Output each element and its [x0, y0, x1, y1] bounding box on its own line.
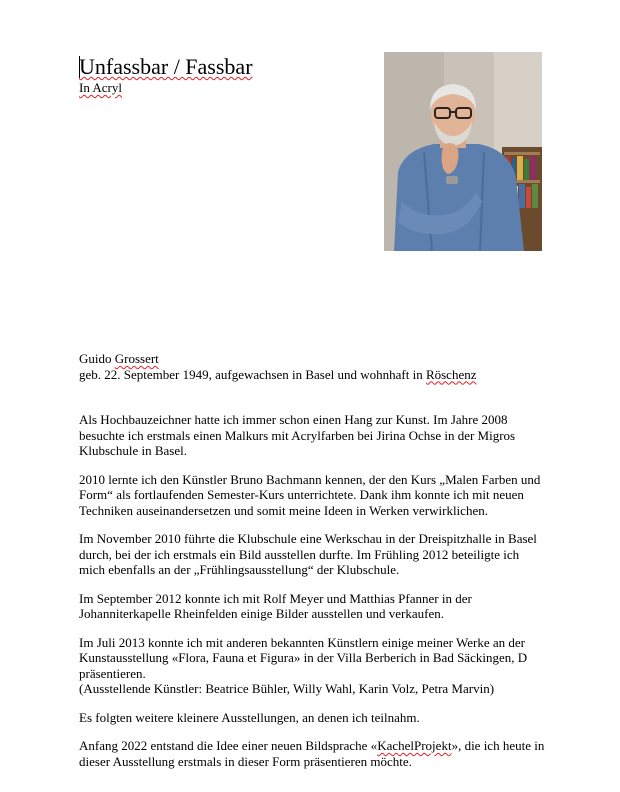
- document-title[interactable]: [79, 53, 253, 81]
- paragraph-line: Im September 2012 konnte ich mit Rolf Meyer und Matthias Pfanner in der: [79, 590, 472, 606]
- paragraph-line: präsentieren.: [79, 665, 146, 681]
- paragraph-line: [79, 738, 549, 754]
- paragraph-7-before: Anfang 2022 entstand die Idee einer neuen Bildsprache «: [79, 738, 378, 753]
- title-text: Unfassbar / Fassbar: [79, 54, 253, 79]
- author-bio-prefix: geb. 22. September 1949, aufgewachsen in Basel und wohnhaft in: [79, 366, 423, 382]
- paragraph-line: Im November 2010 führte die Klubschule eine Werkschau in der Dreispitzhalle in Basel: [79, 531, 537, 546]
- author-first-name: Guido: [79, 351, 112, 366]
- author-name-line: [79, 351, 477, 367]
- paragraph-line: 2010 lernte ich den Künstler Bruno Bachmann kennen, der den Kurs „Malen Farben und: [79, 471, 541, 487]
- paragraph-line: Es folgten weitere kleinere Ausstellungen, an denen ich teilnahm.: [79, 709, 420, 725]
- paragraph-line: Klubschule in Basel.: [79, 443, 187, 458]
- paragraph-2: [79, 472, 549, 519]
- paragraph-line: mich ebenfalls an der „Frühlingsausstellung“ der Klubschule.: [79, 562, 400, 577]
- paragraph-line: Form“ als fortlaufenden Semester-Kurs unterrichtete. Dank ihm konnte ich mit neuen: [79, 487, 524, 502]
- paragraph-6: [79, 710, 549, 726]
- paragraph-4: [79, 591, 549, 622]
- paragraph-1: [79, 412, 549, 459]
- paragraph-line: Kunstausstellung «Flora, Fauna et Figura» in der Villa Berberich in Bad Säckingen, D: [79, 650, 528, 665]
- author-info: [79, 351, 477, 382]
- author-bio-place: Röschenz: [425, 366, 477, 382]
- paragraph-line: besuchte ich erstmals einen Malkurs mit Acrylfarben bei Jirina Ochse in der Migros: [79, 427, 516, 443]
- author-last-name: Grossert: [114, 351, 159, 366]
- paragraph-line: Im Juli 2013 konnte ich mit anderen bekannten Künstlern einige meiner Werke an der: [79, 634, 525, 650]
- paragraph-5: [79, 635, 549, 697]
- paragraph-line: (Ausstellende Künstler: Beatrice Bühler, Willy Wahl, Karin Volz, Petra Marvin): [79, 681, 495, 696]
- paragraph-3: [79, 531, 549, 578]
- author-photo[interactable]: [384, 52, 542, 251]
- author-photo-image: [384, 52, 542, 251]
- subtitle-text: In Acryl: [79, 80, 122, 95]
- author-bio-line: [79, 367, 477, 383]
- paragraph-7: [79, 738, 549, 769]
- paragraph-line: durch, bei der ich erstmals ein Bild ausstellen durfte. Im Frühling 2012 beteiligte ich: [79, 546, 520, 562]
- paragraph-line: Als Hochbauzeichner hatte ich immer schon einen Hang zur Kunst. Im Jahre 2008: [79, 412, 508, 427]
- paragraph-7-highlight: KachelProjekt: [377, 738, 452, 753]
- paragraph-line: Techniken auseinandersetzen und somit meine Ideen in Werken verwirklichen.: [79, 502, 488, 518]
- biography-body: [79, 412, 549, 782]
- document-subtitle[interactable]: [79, 80, 122, 96]
- paragraph-line: dieser Ausstellung erstmals in dieser Form präsentieren möchte.: [79, 753, 412, 769]
- paragraph-line: Johanniterkapelle Rheinfelden einige Bilder ausstellen und verkaufen.: [79, 606, 444, 621]
- paragraph-7-after: », die ich heute in: [451, 738, 545, 753]
